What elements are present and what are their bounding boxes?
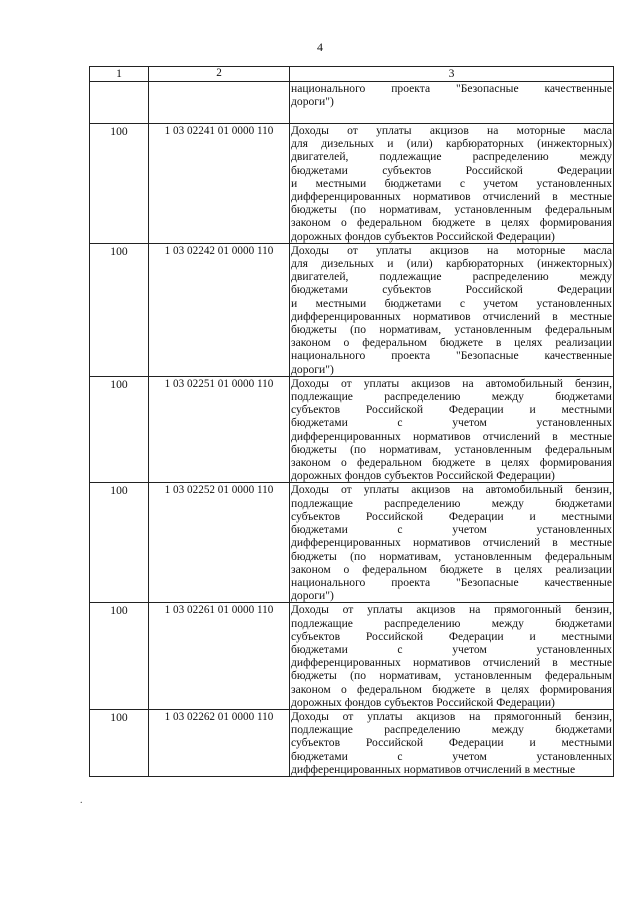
column-header-1: 1 (90, 67, 149, 82)
scan-mark: . (80, 795, 83, 806)
description-line: двигателей, подлежащие распределению между (291, 150, 612, 164)
description-line: бюджеты (по нормативам, установленным федеральным (291, 323, 612, 337)
description-line: субъектов Российской Федерации и местными (291, 509, 612, 523)
table-row (90, 709, 614, 776)
administrator-code-cell: 100 (90, 243, 149, 376)
income-description-cell (290, 376, 614, 483)
description-line: бюджетами субъектов Российской Федерации (291, 163, 612, 177)
description-line: субъектов Российской Федерации и местными (291, 403, 612, 417)
description-line: бюджетами с учетом установленных (291, 416, 612, 430)
description-line: Доходы от уплаты акцизов на прямогонный бензин, (291, 709, 612, 723)
description-line: дорожных фондов субъектов Российской Федерации) (291, 469, 555, 483)
description-line: законом о федеральном бюджете в целях формирования (291, 456, 612, 470)
budget-classification-code-cell: 1 03 02261 01 0000 110 (149, 603, 290, 710)
budget-classification-code-cell: 1 03 02262 01 0000 110 (149, 709, 290, 776)
description-line: дифференцированных нормативов отчислений в местные (291, 309, 612, 323)
administrator-code-cell: 100 (90, 709, 149, 776)
income-description-cell (290, 124, 614, 244)
description-line: дорожных фондов субъектов Российской Федерации) (291, 229, 555, 243)
description-line: дороги") (291, 95, 334, 109)
description-line: двигателей, подлежащие распределению между (291, 270, 612, 284)
table-row (90, 243, 614, 376)
income-description-cell (290, 603, 614, 710)
description-line: и местными бюджетами с учетом установленных (291, 176, 612, 190)
description-line: подлежащие распределению между бюджетами (291, 723, 612, 737)
description-line: дифференцированных нормативов отчислений в местные (291, 536, 612, 550)
administrator-code-cell: 100 (90, 603, 149, 710)
income-codes-table (89, 66, 614, 777)
page-number: 4 (317, 40, 323, 54)
description-line: Доходы от уплаты акцизов на моторные масла (291, 243, 612, 257)
administrator-code-cell: 100 (90, 124, 149, 244)
table-row (90, 376, 614, 483)
continuation-description (290, 82, 614, 124)
column-header-2: 2 (149, 67, 290, 82)
table-row (90, 483, 614, 603)
description-line: дороги") (291, 362, 334, 376)
continuation-cell-2 (149, 82, 290, 124)
continuation-row (90, 82, 614, 124)
continuation-cell-1 (90, 82, 149, 124)
description-line: подлежащие распределению между бюджетами (291, 390, 612, 404)
administrator-code-cell: 100 (90, 376, 149, 483)
description-line: и местными бюджетами с учетом установленных (291, 296, 612, 310)
description-line: национального проекта "Безопасные качественные (291, 349, 612, 363)
description-line: бюджетами субъектов Российской Федерации (291, 283, 612, 297)
income-description-cell (290, 709, 614, 776)
table-row (90, 603, 614, 710)
description-line: бюджеты (по нормативам, установленным федеральным (291, 669, 612, 683)
description-line: бюджеты (по нормативам, установленным федеральным (291, 549, 612, 563)
description-line: бюджетами с учетом установленных (291, 749, 612, 763)
description-line: Доходы от уплаты акцизов на автомобильный бензин, (291, 376, 612, 390)
description-line: законом о федеральном бюджете в целях реализации (291, 562, 612, 576)
description-line: законом о федеральном бюджете в целях формирования (291, 682, 612, 696)
table-row (90, 124, 614, 244)
description-line: Доходы от уплаты акцизов на моторные масла (291, 124, 612, 137)
description-line: бюджеты (по нормативам, установленным федеральным (291, 203, 612, 217)
description-line: субъектов Российской Федерации и местными (291, 736, 612, 750)
income-description-cell (290, 483, 614, 603)
description-line: бюджетами с учетом установленных (291, 642, 612, 656)
description-line: законом о федеральном бюджете в целях реализации (291, 336, 612, 350)
table-header-row (90, 67, 614, 82)
description-line: Доходы от уплаты акцизов на прямогонный бензин, (291, 603, 612, 617)
administrator-code-cell: 100 (90, 483, 149, 603)
description-line: дифференцированных нормативов отчислений в местные (291, 429, 612, 443)
description-line: дифференцированных нормативов отчислений в местные (291, 762, 576, 776)
income-description-cell (290, 243, 614, 376)
description-line: для дизельных и (или) карбюраторных (инжекторных) (291, 137, 612, 151)
description-line: бюджеты (по нормативам, установленным федеральным (291, 442, 612, 456)
description-line: бюджетами с учетом установленных (291, 523, 612, 537)
column-header-3: 3 (290, 67, 614, 82)
description-line: дифференцированных нормативов отчислений в местные (291, 656, 612, 670)
description-line: национального проекта "Безопасные качественные (291, 575, 612, 589)
description-line: подлежащие распределению между бюджетами (291, 616, 612, 630)
budget-classification-code-cell: 1 03 02252 01 0000 110 (149, 483, 290, 603)
budget-classification-code-cell: 1 03 02251 01 0000 110 (149, 376, 290, 483)
budget-classification-code-cell: 1 03 02242 01 0000 110 (149, 243, 290, 376)
description-line: подлежащие распределению между бюджетами (291, 496, 612, 510)
description-line: для дизельных и (или) карбюраторных (инжекторных) (291, 257, 612, 271)
description-line: Доходы от уплаты акцизов на автомобильный бензин, (291, 483, 612, 497)
description-line: дороги") (291, 589, 334, 603)
description-line: субъектов Российской Федерации и местными (291, 629, 612, 643)
description-line: дифференцированных нормативов отчислений в местные (291, 190, 612, 204)
budget-classification-code-cell: 1 03 02241 01 0000 110 (149, 124, 290, 244)
description-line: законом о федеральном бюджете в целях формирования (291, 216, 612, 230)
description-line: дорожных фондов субъектов Российской Федерации) (291, 695, 555, 709)
description-line: национального проекта "Безопасные качественные (291, 82, 612, 95)
